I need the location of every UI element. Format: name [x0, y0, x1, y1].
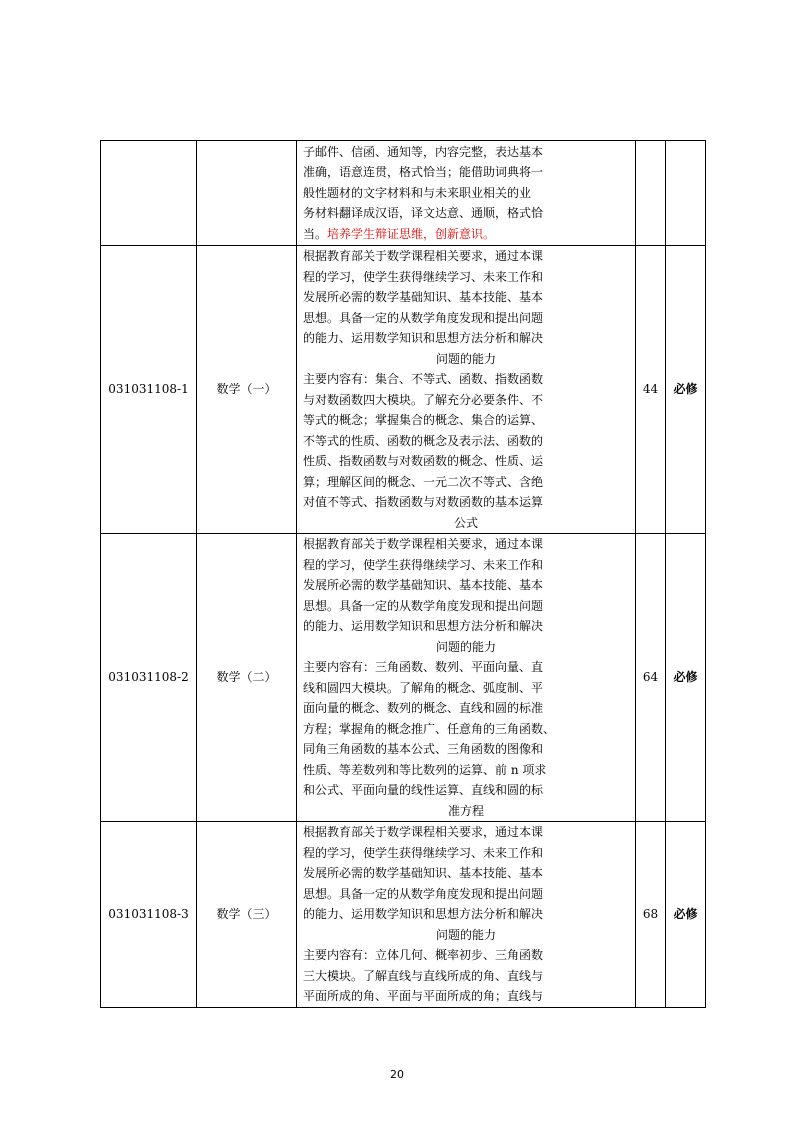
- description-line: 的能力、运用数学知识和思想方法分析和解决: [303, 331, 544, 345]
- course-type-cell: 必修: [666, 822, 706, 1008]
- course-table: [100, 140, 706, 1008]
- highlighted-text: 培养学生辩证思维，创新意识。: [327, 226, 496, 241]
- table-row: [101, 141, 706, 246]
- description-line: 发展所必需的数学基础知识、基本技能、基本: [303, 290, 544, 304]
- description-line: 等式的概念；掌握集合的概念、集合的运算、: [303, 413, 544, 427]
- course-name-cell: 数学（三）: [197, 822, 297, 1008]
- description-line: 发展所必需的数学基础知识、基本技能、基本: [303, 578, 544, 592]
- description-line: 平面所成的角、平面与平面所成的角；直线与: [303, 989, 544, 1003]
- description-line: 准方程: [447, 803, 484, 818]
- course-name-cell: 数学（一）: [197, 246, 297, 534]
- description-text: 当。: [303, 226, 328, 241]
- course-name-cell: [197, 141, 297, 246]
- description-line: 根据教育部关于数学课程相关要求，通过本课: [303, 537, 544, 551]
- description-line: 务材料翻译成汉语，译文达意、通顺，格式恰: [303, 206, 544, 221]
- description-line: 同角三角函数的基本公式、三角函数的图像和: [303, 742, 544, 756]
- page-number: 20: [390, 1068, 404, 1081]
- description-line: 公式: [453, 515, 478, 530]
- table-row: [101, 822, 706, 1008]
- course-name-cell: 数学（二）: [197, 534, 297, 822]
- description-line: 主要内容有：立体几何、概率初步、三角函数: [303, 948, 544, 962]
- hours-cell: 68: [636, 822, 666, 1008]
- description-line: 发展所必需的数学基础知识、基本技能、基本: [303, 866, 544, 880]
- description-line: 对值不等式、指数函数与对数函数的基本运算: [303, 495, 544, 509]
- table-row: [101, 246, 706, 534]
- course-type-cell: [666, 141, 706, 246]
- course-code-cell: [101, 141, 197, 246]
- description-line: 方程；掌握角的概念推广、任意角的三角函数、: [303, 721, 556, 736]
- course-description-cell: [297, 246, 636, 534]
- description-line: 思想。具备一定的从数学角度发现和提出问题: [303, 310, 544, 325]
- description-line: 性质、指数函数与对数函数的概念、性质、运: [303, 454, 544, 468]
- description-line: 根据教育部关于数学课程相关要求，通过本课: [303, 825, 544, 839]
- course-description-cell: [297, 534, 636, 822]
- description-line: 思想。具备一定的从数学角度发现和提出问题: [303, 886, 544, 901]
- description-line: 不等式的性质、函数的概念及表示法、函数的: [303, 433, 544, 448]
- description-line: 与对数函数四大模块。了解充分必要条件、不: [303, 392, 544, 407]
- course-type-cell: 必修: [666, 534, 706, 822]
- course-type-cell: 必修: [666, 246, 706, 534]
- course-code-cell: 031031108-1: [101, 246, 197, 534]
- hours-cell: [636, 141, 666, 246]
- course-description-cell: [297, 822, 636, 1008]
- description-line: 和公式、平面向量的线性运算、直线和圆的标: [303, 783, 544, 797]
- description-line: 程的学习，使学生获得继续学习、未来工作和: [303, 269, 544, 284]
- description-line: 的能力、运用数学知识和思想方法分析和解决: [303, 907, 544, 921]
- description-line: 的能力、运用数学知识和思想方法分析和解决: [303, 619, 544, 633]
- description-line: 问题的能力: [435, 927, 496, 942]
- description-line: 面向量的概念、数列的概念、直线和圆的标准: [303, 701, 544, 715]
- description-line: 性质、等差数列和等比数列的运算、前 n 项求: [303, 762, 547, 777]
- table-row: [101, 534, 706, 822]
- course-code-cell: 031031108-2: [101, 534, 197, 822]
- hours-cell: 64: [636, 534, 666, 822]
- description-line: 主要内容有：三角函数、数列、平面向量、直: [303, 660, 544, 674]
- description-line: 问题的能力: [435, 639, 496, 654]
- description-line: 线和圆四大模块。了解角的概念、弧度制、平: [303, 680, 544, 695]
- description-line: 程的学习，使学生获得继续学习、未来工作和: [303, 845, 544, 860]
- description-line: 准确，语意连贯，格式恰当；能借助词典将一: [303, 165, 544, 180]
- description-line: 主要内容有：集合、不等式、函数、指数函数: [303, 372, 544, 386]
- description-line: 程的学习，使学生获得继续学习、未来工作和: [303, 557, 544, 572]
- description-line: 般性题材的文字材料和与未来职业相关的业: [303, 185, 532, 200]
- hours-cell: 44: [636, 246, 666, 534]
- course-description-cell: [297, 141, 636, 246]
- description-line: 子邮件、信函、通知等，内容完整，表达基本: [303, 144, 544, 159]
- description-line: 问题的能力: [435, 351, 496, 366]
- description-line: [303, 224, 629, 245]
- description-line: 算；理解区间的概念、一元二次不等式、含绝: [303, 474, 544, 489]
- description-line: 思想。具备一定的从数学角度发现和提出问题: [303, 598, 544, 613]
- course-code-cell: 031031108-3: [101, 822, 197, 1008]
- description-line: 根据教育部关于数学课程相关要求，通过本课: [303, 249, 544, 263]
- description-line: 三大模块。了解直线与直线所成的角、直线与: [303, 968, 544, 983]
